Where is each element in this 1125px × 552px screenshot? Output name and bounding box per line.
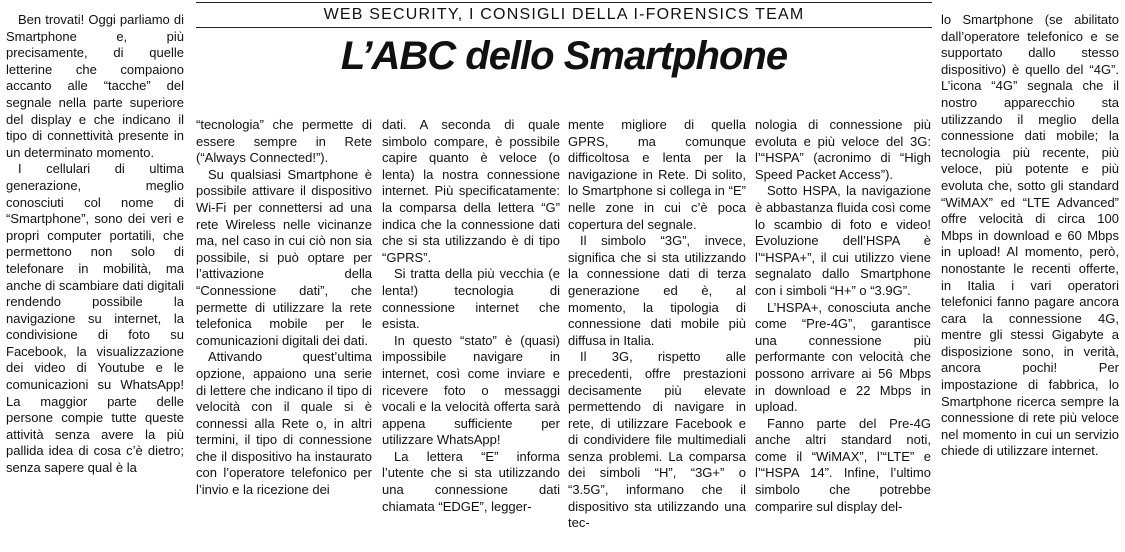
paragraph: In questo “stato” è (quasi) impossibile navigare in internet, così come inviare e ricevere foto o messaggi vocali e la velocità offerta sarà appena sufficiente per utilizzare WhatsApp!	[382, 332, 560, 448]
paragraph: mente migliore di quella GPRS, ma comunque difficoltosa e lenta per la navigazione in Rete. Di solito, lo Smartphone si collega in “E” nelle zone in cui c’è poca copertura del segnale.	[568, 117, 746, 232]
article-column-3	[382, 117, 560, 515]
paragraph: La lettera “E” informa l’utente che si sta utilizzando una connessione dati chiamata “EDGE”, legger-	[382, 448, 560, 514]
paragraph: “tecnologia” che permette di essere sempre in Rete (“Always Connected!”).	[196, 117, 372, 166]
article-column-6	[941, 12, 1119, 460]
paragraph: Attivando quest’ultima opzione, appaiono una serie di lettere che indicano il tipo di velocità con il quale si è connessi alla Rete o, in altri termini, il tipo di connessione che il dispositivo ha instaurato con l’operatore telefonico per l’invio e la ricezione dei	[196, 349, 372, 498]
article-column-1	[6, 12, 184, 477]
article-column-4	[568, 117, 746, 532]
article-title: L’ABC dello Smartphone	[340, 34, 788, 78]
paragraph: L’HSPA+, conosciuta anche come “Pre-4G”, garantisce una connessione più performante con velocità che possono arrivare ai 56 Mbps in download e 22 Mbps in upload.	[755, 299, 931, 415]
article-header	[196, 4, 932, 80]
top-rule	[196, 2, 932, 3]
paragraph: I cellulari di ultima generazione, meglio conosciuti col nome di “Smartphone”, sono dei veri e propri computer portatili, che permettono non solo di telefonare in mobilità, ma anche di scambiare dati digitali rendendo possibile la navigazione su internet, la condivisione di foto su Facebook, la visualizzazione dei video di Youtube e le comunicazioni su WhatsApp! La maggior parte delle persone compie tutte queste attività senza avere la più pallida idea di cosa c’è dietro; senza sapere qual è la	[6, 161, 184, 476]
paragraph: Il simbolo “3G”, invece, significa che si sta utilizzando la connessione dati di terza generazione ed è, al momento, la tipologia di connessione dati mobile più diffusa in Italia.	[568, 233, 746, 348]
paragraph: Si tratta della più vecchia (e lenta!) tecnologia di connessione internet che esista.	[382, 266, 560, 332]
paragraph: Sotto HSPA, la navigazione è abbastanza fluida così come lo scambio di foto e video! Evoluzione dell’HSPA è l’“HSPA+”, il cui utilizzo viene segnalato dallo Smartphone con i simboli “H+” o “3.9G”.	[755, 183, 931, 298]
paragraph: Ben trovati! Oggi parliamo di Smartphone e, più precisamente, di quelle letterine che compaiono accanto alle “tacche” del segnale nella parte superiore del display e che indicano il tipo di connettività presente in un determinato momento.	[6, 12, 184, 160]
paragraph: lo Smartphone (se abilitato dall’operatore telefonico e se supportato dallo stesso dispositivo) è quello del “4G”. L’icona “4G” segnala che il nostro apparecchio sta utilizzando il meglio della connessione dati mobile; la tecnologia più recente, più veloce, più potente e più evoluta che, sotto gli standard “WiMAX” ed “LTE Advanced” offre velocità di circa 100 Mbps in download e 60 Mbps in upload! Al momento, però, nonostante le recenti offerte, in Italia i vari operatori telefonici fanno pagare ancora cara la connessione 4G, mentre gli stessi Gigabyte a disposizione sono, in verità, ancora pochi! Per impostazione di fabbrica, lo Smartphone ricerca sempre la connessione di rete più veloce nel momento in cui un servizio chiede di utilizzare internet.	[941, 12, 1119, 459]
section-kicker: WEB SECURITY, I CONSIGLI DELLA I-FORENSICS TEAM	[196, 4, 932, 28]
paragraph: dati. A seconda di quale simbolo compare, è possibile capire quanto è veloce (o lenta) la nostra connessione internet. Più specificatamente: la comparsa della lettera “G” indica che la connessione dati che si sta utilizzando è di tipo “GPRS”.	[382, 117, 560, 265]
paragraph: Su qualsiasi Smartphone è possibile attivare il dispositivo Wi-Fi per connettersi ad una rete Wireless nelle vicinanze ma, nel caso in cui ciò non sia possibile, si può optare per l’attivazione della “Connessione dati”, che permette di utilizzare la rete telefonica mobile per le comunicazioni digitali dei dati.	[196, 166, 372, 348]
paragraph: Fanno parte del Pre-4G anche altri standard noti, come il “WiMAX”, l’“LTE” e l’“HSPA 14”. Infine, l’ultimo simbolo che potrebbe comparire sul display del-	[755, 415, 931, 514]
paragraph: Il 3G, rispetto alle precedenti, offre prestazioni decisamente più elevate permettendo di navigare in rete, di utilizzare Facebook e di condividere file multimediali senza problemi. La comparsa dei simboli “H”, “3G+” o “3.5G”, informano che il dispositivo sta utilizzando una tec-	[568, 349, 746, 531]
article-column-2	[196, 117, 372, 499]
article-column-5	[755, 117, 931, 515]
paragraph: nologia di connessione più evoluta e più veloce del 3G: l’“HSPA” (acronimo di “High Speed Packet Access”).	[755, 117, 931, 182]
